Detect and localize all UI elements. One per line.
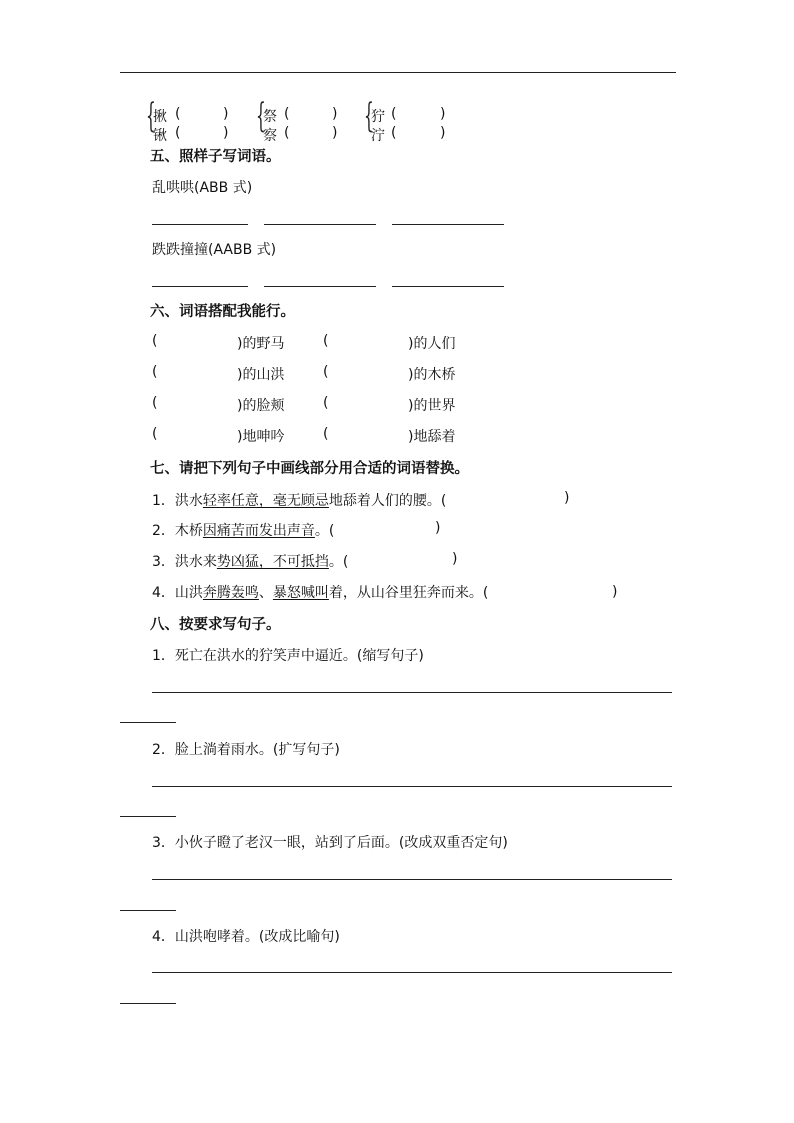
brace-icon: { xyxy=(256,96,266,136)
s8-item-4: 4．山洪咆哮着。(改成比喻句) xyxy=(152,929,340,945)
s7-close[interactable]: ) xyxy=(612,584,618,600)
s7-item-4: 4．山洪奔腾轰鸣、暴怒喊叫着，从山谷里狂奔而来。( xyxy=(152,585,489,601)
compare-char-bottom: 察 xyxy=(263,128,277,144)
brace-icon: { xyxy=(364,96,374,136)
section-5-heading: 五、照样子写词语。 xyxy=(150,149,281,165)
s7-close[interactable]: ) xyxy=(564,490,570,506)
answer-line-tail[interactable] xyxy=(120,722,176,723)
s6-blank-left[interactable]: )地呻吟 xyxy=(237,429,285,445)
compare-char-top: 揪 xyxy=(153,109,167,125)
answer-line[interactable] xyxy=(392,224,504,225)
compare-char-bottom: 锹 xyxy=(153,128,167,144)
answer-line[interactable] xyxy=(152,879,672,880)
answer-line[interactable] xyxy=(152,786,672,787)
answer-line[interactable] xyxy=(264,224,376,225)
section-7-heading: 七、请把下列句子中画线部分用合适的词语替换。 xyxy=(150,461,469,477)
s8-item-3: 3．小伙子瞪了老汉一眼，站到了后面。(改成双重否定句) xyxy=(152,835,508,851)
s7-item-1: 1．洪水轻率任意，毫无顾忌地舔着人们的腰。( xyxy=(152,493,447,509)
answer-line[interactable] xyxy=(152,692,672,693)
s8-item-2: 2．脸上淌着雨水。(扩写句子) xyxy=(152,742,340,758)
answer-line[interactable] xyxy=(264,286,376,287)
s7-close[interactable]: ) xyxy=(435,520,441,536)
s5-example-abb: 乱哄哄(ABB 式) xyxy=(152,180,253,196)
s5-example-aabb: 跌跌撞撞(AABB 式) xyxy=(152,242,277,258)
brace-icon: { xyxy=(146,96,156,136)
s6-blank-right[interactable]: )地舔着 xyxy=(408,429,456,445)
section-8-heading: 八、按要求写句子。 xyxy=(150,617,281,633)
s8-item-1: 1．死亡在洪水的狞笑声中逼近。(缩写句子) xyxy=(152,648,424,664)
answer-line[interactable] xyxy=(152,286,248,287)
underlined-phrase: 奔腾轰鸣 xyxy=(202,585,259,601)
answer-line-tail[interactable] xyxy=(120,1003,176,1004)
answer-line[interactable] xyxy=(392,286,504,287)
header-rule xyxy=(120,72,676,73)
s6-blank-left[interactable]: )的脸颊 xyxy=(237,398,285,414)
section-6-heading: 六、词语搭配我能行。 xyxy=(150,304,295,320)
compare-char-bottom: 泞 xyxy=(371,128,385,144)
compare-char-top: 狞 xyxy=(371,109,385,125)
s6-blank-right[interactable]: )的人们 xyxy=(408,336,456,352)
s7-item-2: 2．木桥因痛苦而发出声音。( xyxy=(152,523,335,539)
underlined-phrase: 轻率任意，毫无顾忌 xyxy=(202,493,329,509)
underlined-phrase: 因痛苦而发出声音 xyxy=(202,523,315,539)
underlined-phrase: 暴怒喊叫 xyxy=(272,585,329,601)
s6-blank-left[interactable]: )的野马 xyxy=(237,336,285,352)
s7-close[interactable]: ) xyxy=(452,551,458,567)
answer-line-tail[interactable] xyxy=(120,910,176,911)
answer-line-tail[interactable] xyxy=(120,816,176,817)
answer-line[interactable] xyxy=(152,224,248,225)
answer-line[interactable] xyxy=(152,972,672,973)
s7-item-3: 3．洪水来势凶猛，不可抵挡。( xyxy=(152,554,349,570)
s6-blank-right[interactable]: )的世界 xyxy=(408,398,456,414)
compare-char-top: 祭 xyxy=(263,109,277,125)
s6-blank-left[interactable]: )的山洪 xyxy=(237,367,285,383)
s6-blank-right[interactable]: )的木桥 xyxy=(408,367,456,383)
underlined-phrase: 势凶猛，不可抵挡 xyxy=(216,554,329,570)
